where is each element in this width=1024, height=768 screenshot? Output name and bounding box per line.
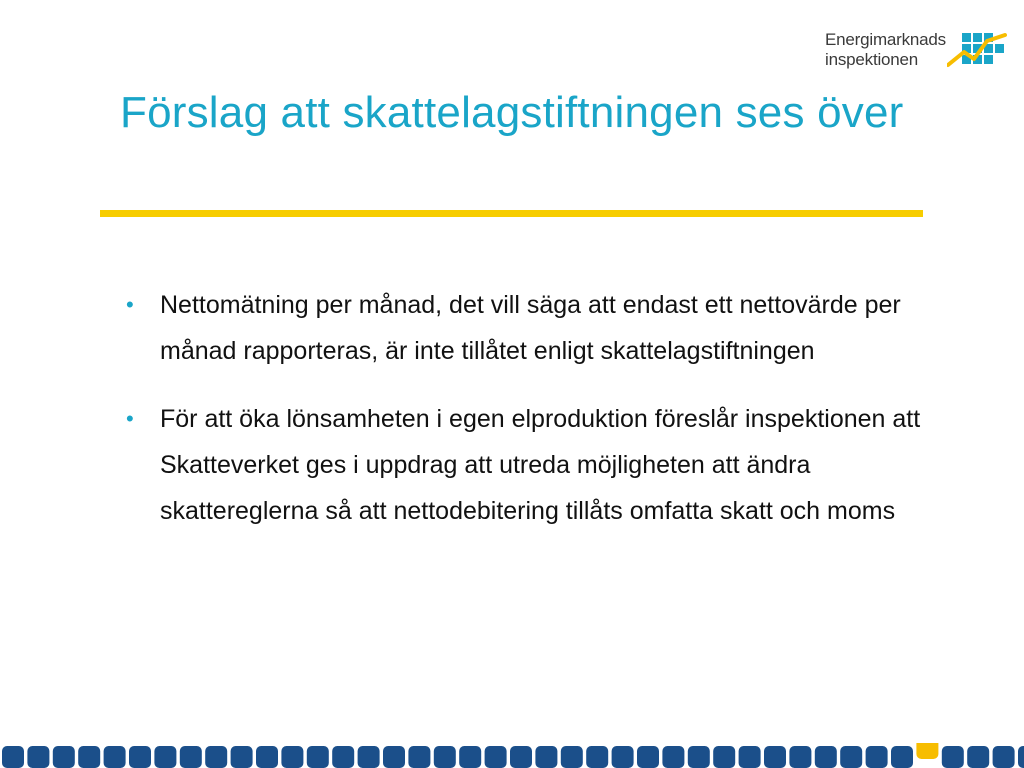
- footer-square-yellow: [916, 743, 938, 759]
- footer-square: [358, 746, 380, 768]
- footer-square: [459, 746, 481, 768]
- logo-line-2: inspektionen: [825, 50, 919, 69]
- footer-square: [612, 746, 634, 768]
- footer-square: [154, 746, 176, 768]
- footer-square: [256, 746, 278, 768]
- footer-square: [2, 746, 24, 768]
- footer-square: [485, 746, 507, 768]
- footer-square: [815, 746, 837, 768]
- footer-square: [993, 746, 1015, 768]
- footer-square: [205, 746, 227, 768]
- footer-square: [510, 746, 532, 768]
- bullet-text: Nettomätning per månad, det vill säga att endast ett nettovärde per månad rapporteras, är inte tillåtet enligt skattelagstiftningen: [160, 291, 901, 365]
- footer-square: [129, 746, 151, 768]
- footer-square: [637, 746, 659, 768]
- footer-square: [535, 746, 557, 768]
- title-underline: [100, 210, 923, 217]
- footer-square: [231, 746, 253, 768]
- footer-square: [561, 746, 583, 768]
- footer-square: [332, 746, 354, 768]
- footer-square: [281, 746, 303, 768]
- footer-square: [104, 746, 126, 768]
- logo-text: [825, 30, 946, 70]
- footer-decorative-strip: [0, 743, 1024, 768]
- bullet-item: [120, 282, 940, 374]
- footer-square: [408, 746, 430, 768]
- footer-square: [942, 746, 964, 768]
- footer-square: [688, 746, 710, 768]
- bullet-dot-icon: •: [126, 292, 134, 317]
- bullet-text: För att öka lönsamheten i egen elproduktion föreslår inspektionen att Skatteverket ges i uppdrag att utreda möjligheten att ändra skattereglerna så att nettodebitering tillåts omfatta skatt och moms: [160, 405, 921, 525]
- footer-square: [78, 746, 100, 768]
- logo-line-1: Energimarknads: [825, 30, 946, 49]
- logo-grid-icon: [947, 32, 1007, 68]
- footer-square: [180, 746, 202, 768]
- footer-square: [53, 746, 75, 768]
- footer-square: [434, 746, 456, 768]
- footer-square: [789, 746, 811, 768]
- footer-square: [713, 746, 735, 768]
- footer-square: [307, 746, 329, 768]
- slide-title: Förslag att skattelagstiftningen ses över: [120, 88, 904, 137]
- bullet-item: [120, 396, 940, 534]
- footer-square: [383, 746, 405, 768]
- footer-square: [662, 746, 684, 768]
- bullet-dot-icon: •: [126, 406, 134, 431]
- footer-square: [891, 746, 913, 768]
- footer-square: [739, 746, 761, 768]
- footer-square: [967, 746, 989, 768]
- footer-square: [1018, 746, 1024, 768]
- footer-square: [866, 746, 888, 768]
- energimarknadsinspektionen-logo: [825, 30, 1005, 70]
- footer-square: [586, 746, 608, 768]
- footer-square: [27, 746, 49, 768]
- bullet-list: [120, 282, 940, 556]
- footer-square: [764, 746, 786, 768]
- footer-square: [840, 746, 862, 768]
